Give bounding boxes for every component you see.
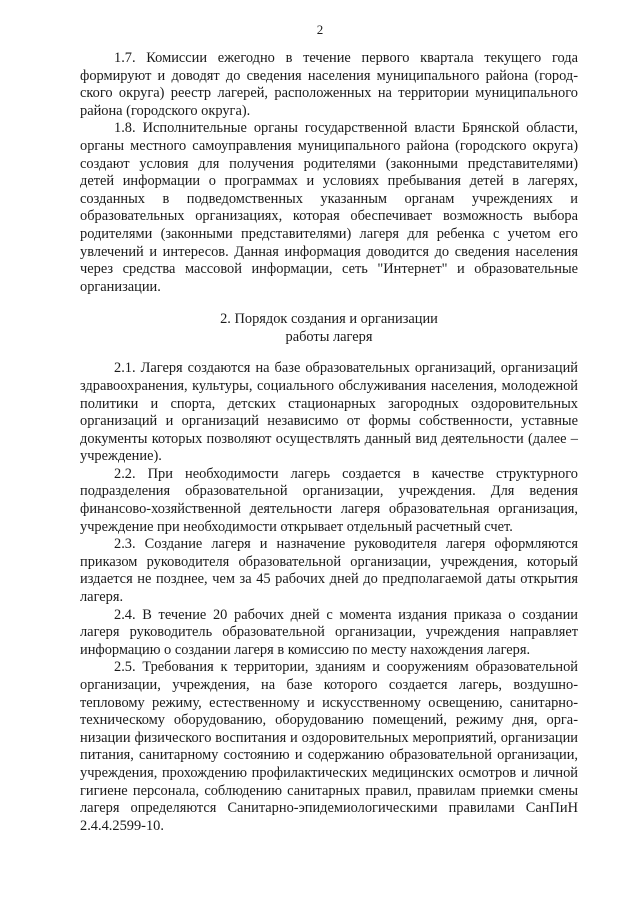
paragraph-1-7: 1.7. Комиссии ежегодно в течение первого квартала текущего года формируют и доводят до сведения населения муниципального района (городского округа) реестр лагерей, расположенных на территории муниципального района (городского округа). xyxy=(80,50,578,119)
section-2-heading-line-2: работы лагеря xyxy=(285,329,373,346)
paragraph-2-3: 2.3. Создание лагеря и назначение руководителя лагеря оформляются приказом руководителя образовательной организации, учреждения, который издается не позднее, чем за 45 рабочих дней до предполагаемой даты открытия лагеря. xyxy=(80,536,578,606)
paragraph-2-1: 2.1. Лагеря создаются на базе образовательных организаций, организаций здравоохранения, культуры, социального обслуживания населения, молодежной политики и спорта, детских стационарных загородных оздоровительных организаций и организаций независимо от формы собственности, уставные документы которых позволяют осуществлять данный вид деятельности (далее – учреждение). xyxy=(80,360,578,465)
section-1 xyxy=(80,50,578,296)
document-body xyxy=(80,50,578,835)
paragraph-1-8: 1.8. Исполнительные органы государственной власти Брянской области, органы местного самоуправления муниципального района (городского округа) создают условия для получения родителями (законными представителями) детей информации о программах и условиях пребывания детей в лагерях, созданных в подведомственных указанным органам учреждениях и образовательных организациях, которая обеспечивает возможность выбора родителями (законными представителями) лагеря для ребенка с учетом его увлечений и интересов. Данная информация доводится до сведения населения через средства массовой информации, сеть "Интернет" и образовательные организации. xyxy=(80,120,578,295)
paragraph-2-5: 2.5. Требования к территории, зданиям и сооружениям образовательной организации, учреждения, на базе которого создается лагерь, воздушно-тепловому режиму, естественному и искусственному освещению, санитарно-техническому оборудованию, оборудованию помещений, режиму дня, организации физического воспитания и оздоровительных мероприятий, организации питания, санитарному состоянию и содержанию образовательной организации, учреждения, прохождению профилактических медицинских осмотров и личной гигиене персонала, соблюдению санитарных правил, правилам приемки смены лагеря определяются Санитарно-эпидемиологическими правилами СанПиН 2.4.4.2599-10. xyxy=(80,659,578,834)
paragraph-2-4: 2.4. В течение 20 рабочих дней с момента издания приказа о создании лагеря руководитель образовательной организации, учреждения направляет информацию о создании лагеря в комиссию по месту нахождения лагеря. xyxy=(80,606,578,658)
page-number: 2 xyxy=(316,22,324,37)
paragraph-2-2: 2.2. При необходимости лагерь создается в качестве структурного подразделения образовательной организации, учреждения. Для ведения финансово-хозяйственной деятельности лагеря образовательная организация, учреждение при необходимости открывает отдельный расчетный счет. xyxy=(80,465,578,535)
section-2 xyxy=(80,360,578,835)
section-2-heading-line-1: 2. Порядок создания и организации xyxy=(220,311,438,328)
section-2-heading xyxy=(80,310,578,346)
